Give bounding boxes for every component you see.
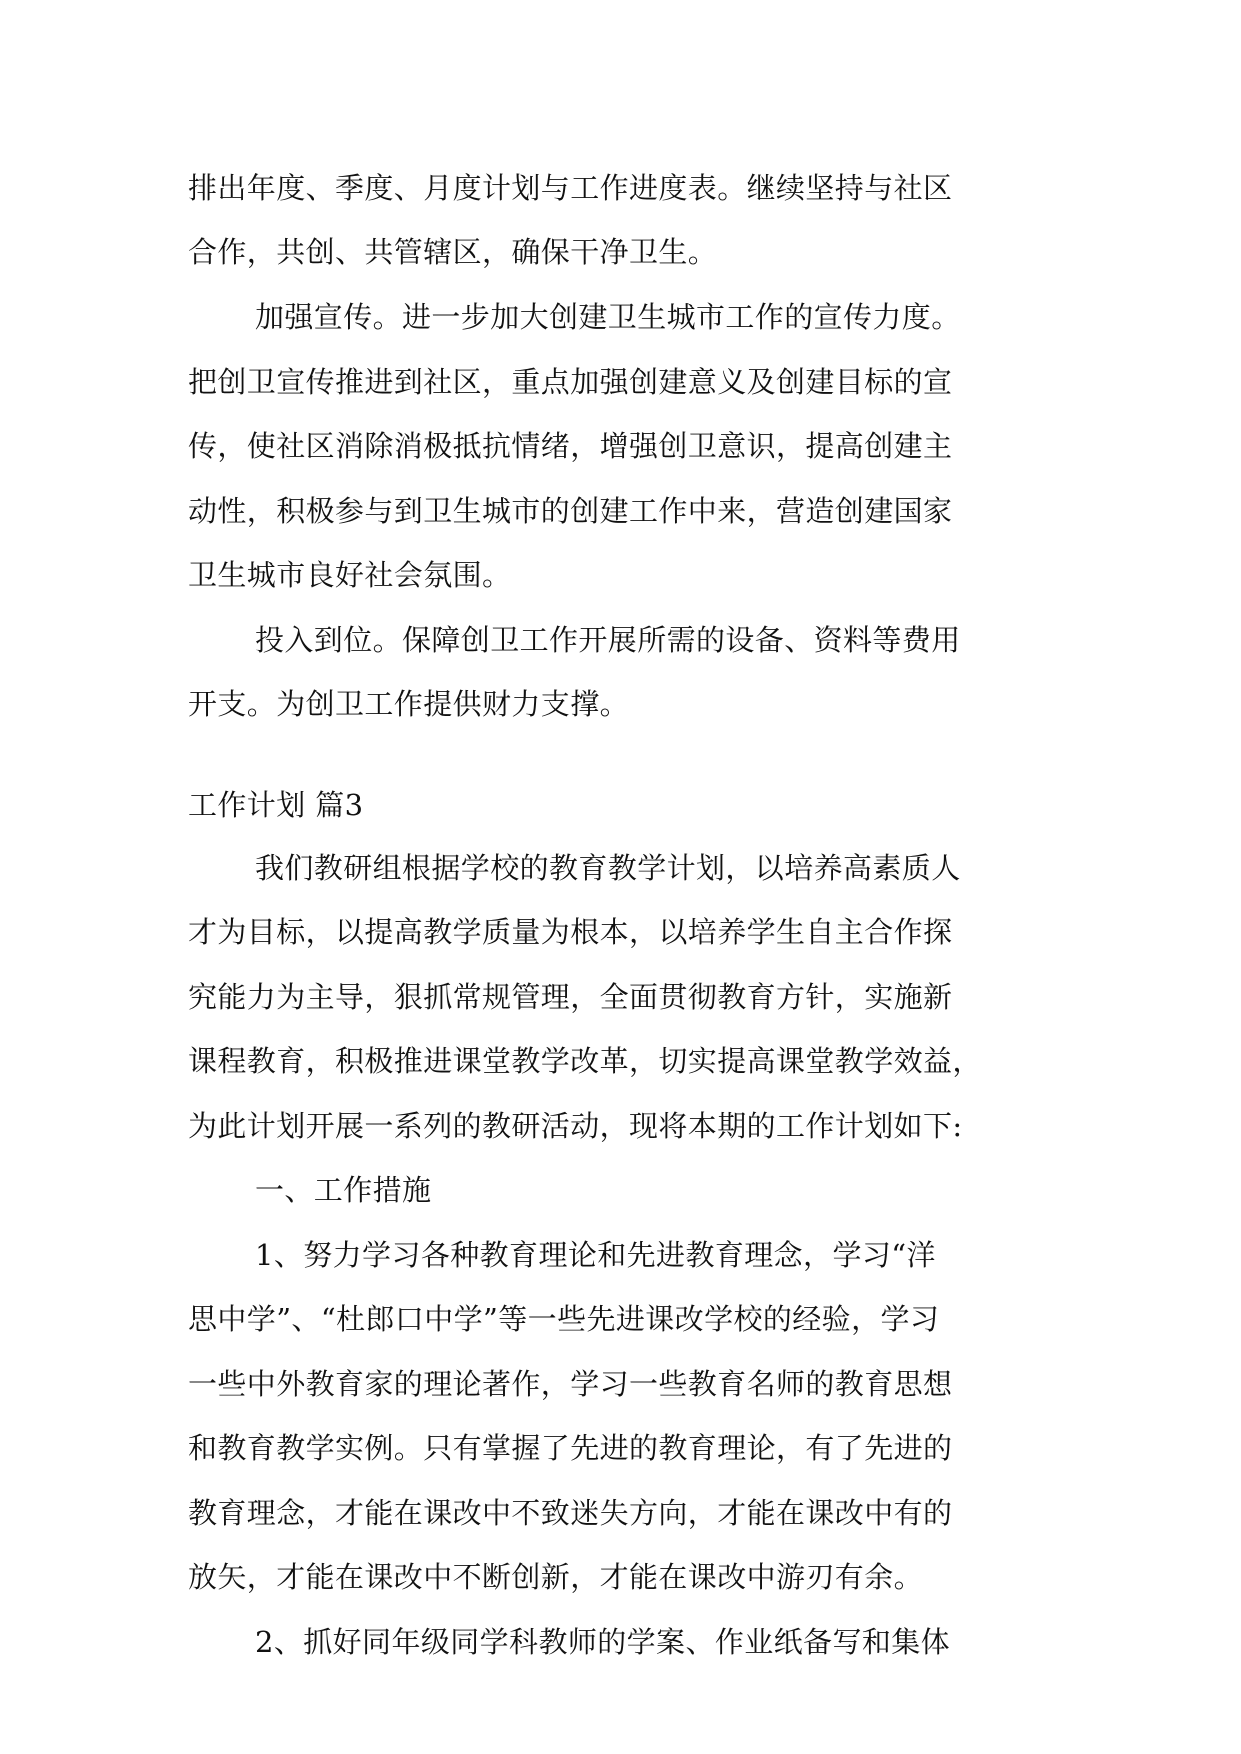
text-line: 教育理念，才能在课改中不致迷失方向，才能在课改中有的 bbox=[188, 1496, 953, 1530]
text-line: 课程教育，积极推进课堂教学改革，切实提高课堂教学效益， bbox=[188, 1044, 982, 1078]
section-heading: 工作计划 篇3 bbox=[188, 788, 364, 822]
text-line: 思中学”、“杜郎口中学”等一些先进课改学校的经验，学习 bbox=[188, 1302, 940, 1336]
text-line: 一些中外教育家的理论著作，学习一些教育名师的教育思想 bbox=[188, 1367, 953, 1401]
paragraph-first-line: 加强宣传。进一步加大创建卫生城市工作的宣传力度。 bbox=[255, 300, 961, 334]
text-line: 开支。为创卫工作提供财力支撑。 bbox=[188, 687, 630, 721]
paragraph-first-line: 投入到位。保障创卫工作开展所需的设备、资料等费用 bbox=[255, 623, 961, 657]
paragraph-first-line: 2、抓好同年级同学科教师的学案、作业纸备写和集体 bbox=[255, 1625, 951, 1659]
subsection-heading: 一、工作措施 bbox=[255, 1173, 432, 1207]
text-line: 才为目标，以提高教学质量为根本，以培养学生自主合作探 bbox=[188, 915, 953, 949]
text-line: 传，使社区消除消极抵抗情绪，增强创卫意识，提高创建主 bbox=[188, 429, 953, 463]
text-line: 合作，共创、共管辖区，确保干净卫生。 bbox=[188, 235, 718, 269]
paragraph-first-line: 1、努力学习各种教育理论和先进教育理念，学习“洋 bbox=[255, 1238, 936, 1272]
text-line: 为此计划开展一系列的教研活动，现将本期的工作计划如下: bbox=[188, 1109, 963, 1143]
text-line: 和教育教学实例。只有掌握了先进的教育理论，有了先进的 bbox=[188, 1431, 953, 1465]
text-line: 把创卫宣传推进到社区，重点加强创建意义及创建目标的宣 bbox=[188, 365, 953, 399]
text-line: 排出年度、季度、月度计划与工作进度表。继续坚持与社区 bbox=[188, 171, 953, 205]
text-line: 卫生城市良好社会氛围。 bbox=[188, 558, 512, 592]
paragraph-first-line: 我们教研组根据学校的教育教学计划，以培养高素质人 bbox=[255, 851, 961, 885]
text-line: 放矢，才能在课改中不断创新，才能在课改中游刃有余。 bbox=[188, 1560, 924, 1594]
text-line: 究能力为主导，狠抓常规管理，全面贯彻教育方针，实施新 bbox=[188, 980, 953, 1014]
text-line: 动性，积极参与到卫生城市的创建工作中来，营造创建国家 bbox=[188, 494, 953, 528]
